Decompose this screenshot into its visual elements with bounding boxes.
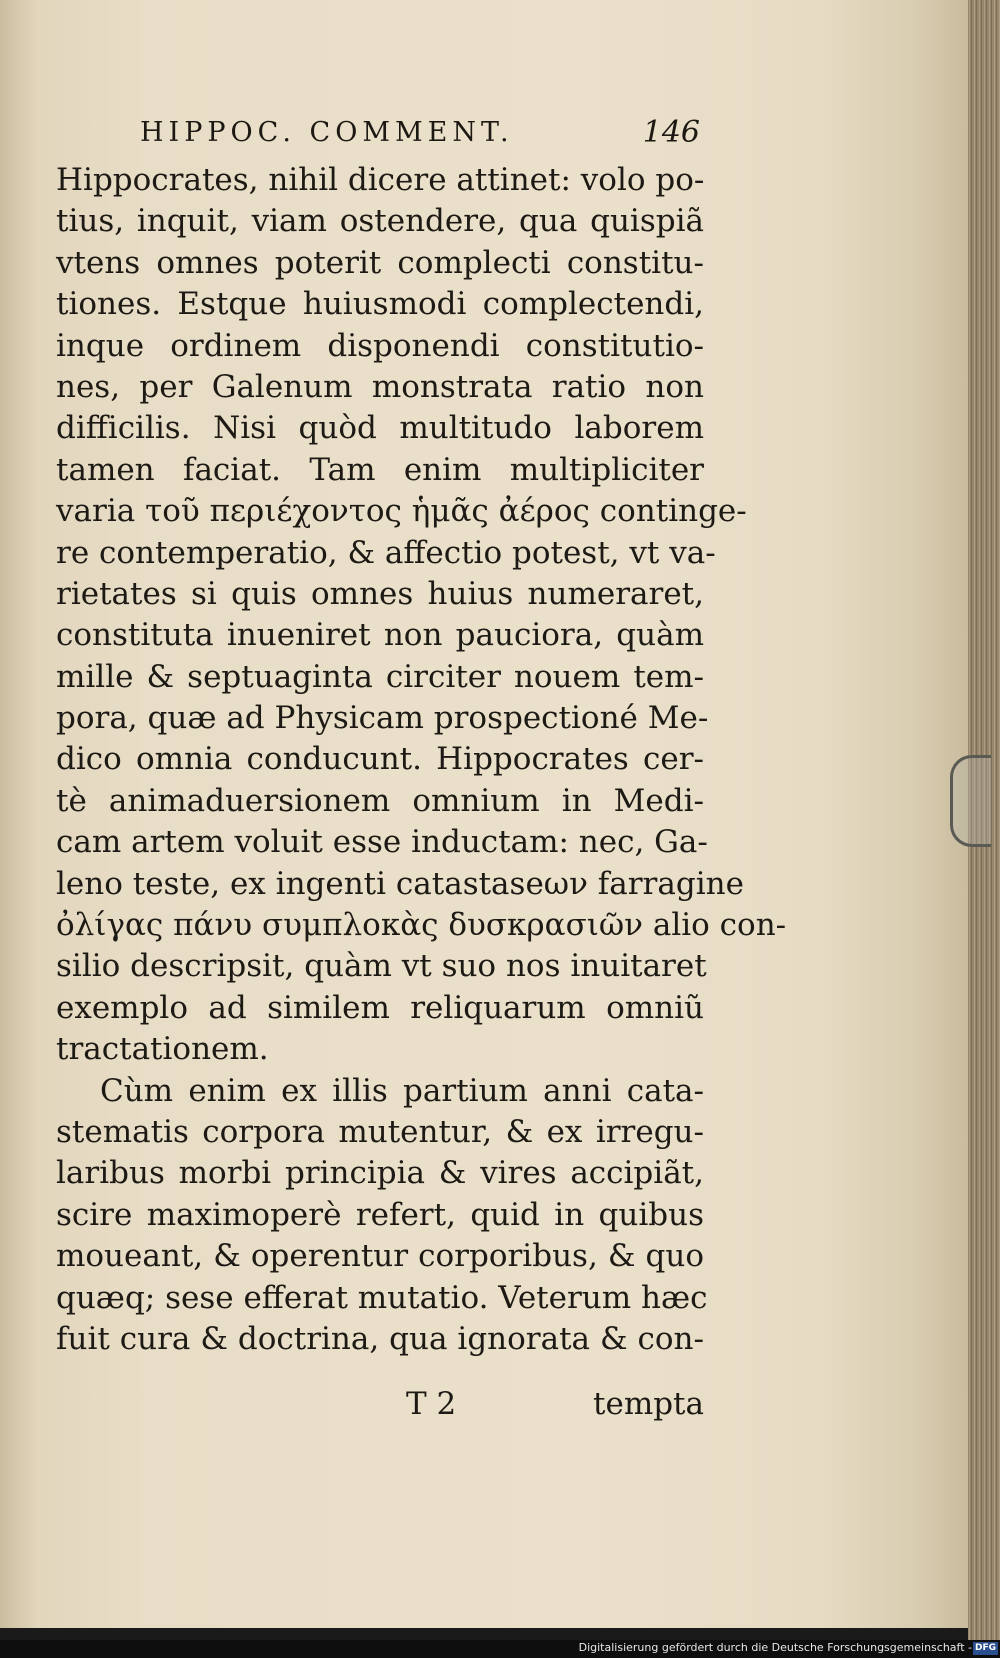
text-line: fuit cura & doctrina, qua ignorata & con-: [56, 1320, 704, 1357]
text-line: moueant, & operentur corporibus, & quo: [56, 1238, 704, 1275]
text-line: dico omnia conducunt. Hippocrates cer-: [56, 741, 704, 778]
text-line: stematis corpora mutentur, & ex irregu-: [56, 1113, 704, 1150]
text-line: tè animaduersionem omnium in Medi-: [56, 782, 704, 819]
catchword: tempta: [593, 1386, 704, 1422]
text-line: constituta inueniret non pauciora, quàm: [56, 617, 704, 654]
page-number: 146: [642, 115, 700, 150]
text-line: quæq; sese efferat mutatio. Veterum hæc: [56, 1279, 708, 1316]
text-line: rietates si quis omnes huius numeraret,: [56, 575, 704, 612]
text-line: tractationem.: [56, 1031, 269, 1068]
text-line: pora, quæ ad Physicam prospectioné Me-: [56, 700, 709, 737]
body-text: [56, 160, 787, 1360]
text-line: tiones. Estque huiusmodi complectendi,: [56, 286, 704, 323]
text-line: inque ordinem disponendi constitutio-: [56, 327, 704, 364]
text-line: tamen faciat. Tam enim multipliciter: [56, 451, 704, 488]
text-line: vtens omnes poterit complecti constitu-: [56, 244, 704, 281]
dfg-logo: DFG: [974, 1643, 996, 1653]
running-title: HIPPOC. COMMENT.: [140, 117, 514, 148]
text-line: difficilis. Nisi quòd multitudo laborem: [56, 410, 704, 447]
text-line: Cùm enim ex illis partium anni cata-: [100, 1072, 704, 1109]
text-line: tius, inquit, viam ostendere, qua quispiã: [56, 203, 704, 240]
text-line: re contemperatio, & affectio potest, vt va-: [56, 534, 716, 571]
text-line: Hippocrates, nihil dicere attinet: volo po-: [56, 162, 705, 198]
signature-mark: T 2: [406, 1386, 457, 1422]
text-line: silio descripsit, quàm vt suo nos inuitaret: [56, 948, 707, 985]
text-line: nes, per Galenum monstrata ratio non: [56, 368, 704, 405]
text-line: mille & septuaginta circiter nouem tem-: [56, 658, 704, 695]
text-line: cam artem voluit esse inductam: nec, Ga-: [56, 824, 708, 861]
text-line: exemplo ad similem reliquarum omniũ: [56, 989, 704, 1026]
text-line: varia τοῦ περιέχοντος ἡμᾶς ἀέρος continge-: [56, 493, 747, 530]
text-line: ὀλίγας πάνυ συμπλοκὰς δυσκρασιῶν alio con-: [56, 907, 787, 944]
page-footer: [56, 1386, 704, 1428]
text-line: scire maximoperè refert, quid in quibus: [56, 1196, 704, 1233]
page-header: [130, 115, 700, 155]
page-tab-marker: [950, 755, 991, 847]
text-line: leno teste, ex ingenti catastaseων farragine: [56, 865, 744, 902]
digitization-credit: Digitalisierung gefördert durch die Deutsche Forschungsgemeinschaft -: [578, 1641, 972, 1654]
text-line: laribus morbi principia & vires accipiãt,: [56, 1155, 704, 1192]
